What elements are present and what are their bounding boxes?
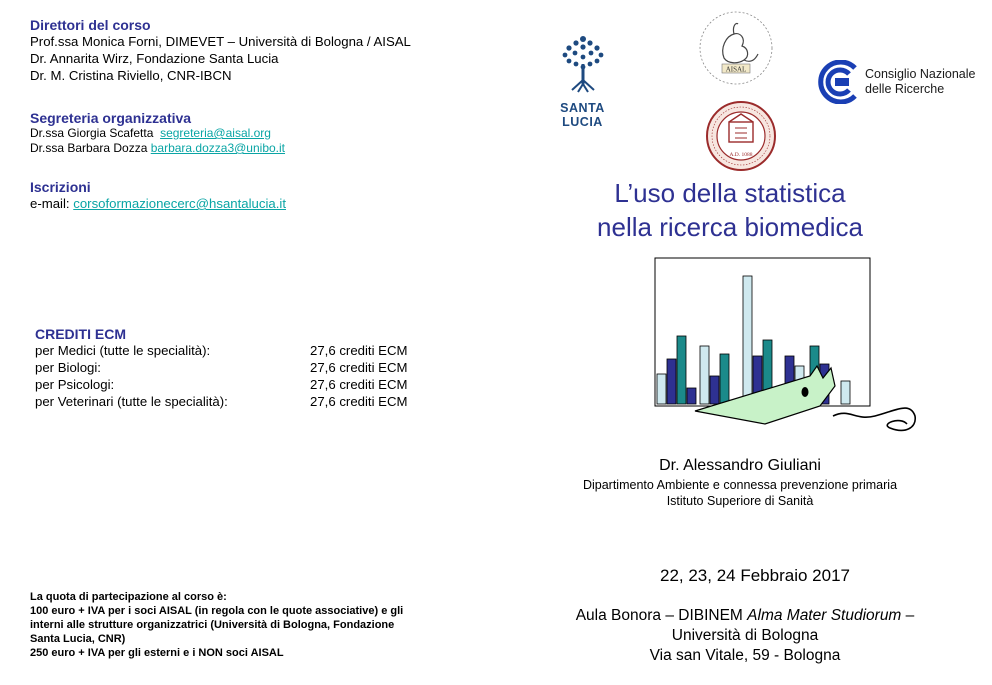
venue-pre: Aula Bonora – DIBINEM [575, 607, 748, 624]
quota-line: 250 euro + IVA per gli esterni e i NON soci AISAL [30, 647, 284, 659]
aisal-logo [696, 8, 776, 93]
course-title [530, 176, 930, 244]
quota-line: 100 euro + IVA per i soci AISAL (in regola con le quote associative) e gli [30, 605, 404, 617]
aisal-label: AISAL [725, 65, 747, 74]
crediti-heading: CREDITI ECM [35, 326, 126, 342]
statistics-clipart [645, 256, 925, 446]
segreteria-email-link[interactable]: segreteria@aisal.org [160, 126, 271, 140]
venue-line2: Università di Bologna [671, 627, 819, 644]
venue-address: Via san Vitale, 59 - Bologna [649, 647, 841, 664]
venue-italic: Alma Mater Studiorum [747, 607, 902, 624]
direttori-line: Prof.ssa Monica Forni, DIMEVET – Università di Bologna / AISAL [30, 34, 411, 49]
segreteria-name: Dr.ssa Barbara Dozza [30, 141, 148, 155]
unibo-seal-icon [705, 100, 777, 172]
direttori-section [30, 17, 411, 84]
crediti-value: 27,6 crediti ECM [310, 377, 408, 392]
crediti-who: per Psicologi: [35, 377, 115, 392]
speaker-name: Dr. Alessandro Giuliani [659, 457, 821, 474]
event-dates: 22, 23, 24 Febbraio 2017 [660, 566, 850, 585]
santa-lucia-label: SANTA LUCIA [560, 101, 605, 129]
cnr-line1: Consiglio Nazionale [865, 67, 976, 81]
iscrizioni-email-link[interactable]: corsoformazionecerc@hsantalucia.it [73, 196, 287, 211]
segreteria-heading: Segreteria organizzativa [30, 110, 192, 126]
course-title-line2: nella ricerca biomedica [597, 212, 863, 242]
cnr-symbol-icon [815, 60, 859, 104]
quota-line: La quota di partecipazione al corso è: [30, 591, 227, 603]
bar-chart-fish-icon [645, 256, 925, 441]
iscrizioni-section [30, 179, 286, 212]
event-venue [510, 606, 980, 666]
iscrizioni-label: e-mail: [30, 196, 70, 211]
iscrizioni-line [30, 195, 286, 212]
crediti-value: 27,6 crediti ECM [310, 394, 408, 409]
santa-lucia-logo [540, 34, 625, 129]
segreteria-email-link[interactable]: barbara.dozza3@unibo.it [150, 141, 286, 155]
direttori-line: Dr. M. Cristina Riviello, CNR-IBCN [30, 68, 232, 83]
venue-line1 [510, 606, 980, 626]
tree-icon [558, 34, 608, 96]
crediti-row [35, 393, 407, 410]
crediti-row [35, 376, 407, 393]
unibo-logo [705, 100, 777, 177]
segreteria-name: Dr.ssa Giorgia Scafetta [30, 126, 154, 140]
cnr-logo [815, 60, 975, 104]
direttori-line: Dr. Annarita Wirz, Fondazione Santa Lucia [30, 51, 279, 66]
crediti-row [35, 342, 407, 359]
crediti-value: 27,6 crediti ECM [310, 360, 408, 375]
quota-line: Santa Lucia, CNR) [30, 633, 126, 645]
segreteria-section [30, 110, 285, 156]
course-title-line1: L’uso della statistica [614, 178, 846, 208]
quota-line: interni alle strutture organizzatrici (Università di Bologna, Fondazione [30, 619, 395, 631]
direttori-heading: Direttori del corso [30, 17, 151, 33]
crediti-section [35, 326, 407, 410]
speaker-inst: Istituto Superiore di Sanità [666, 494, 814, 508]
iscrizioni-heading: Iscrizioni [30, 179, 91, 195]
aisal-seal-icon [696, 8, 776, 88]
segreteria-person [30, 141, 285, 156]
crediti-value: 27,6 crediti ECM [310, 343, 408, 358]
unibo-year: A.D. 1088 [729, 152, 753, 158]
crediti-who: per Veterinari (tutte le specialità): [35, 394, 228, 409]
speaker-block [520, 455, 960, 509]
quota-section [30, 590, 480, 660]
crediti-who: per Medici (tutte le specialità): [35, 343, 211, 358]
crediti-row [35, 359, 407, 376]
venue-post: – [901, 607, 915, 624]
segreteria-person [30, 126, 285, 141]
speaker-dept: Dipartimento Ambiente e connessa prevenzione primaria [582, 478, 898, 492]
cnr-line2: delle Ricerche [865, 82, 945, 96]
crediti-who: per Biologi: [35, 360, 101, 375]
